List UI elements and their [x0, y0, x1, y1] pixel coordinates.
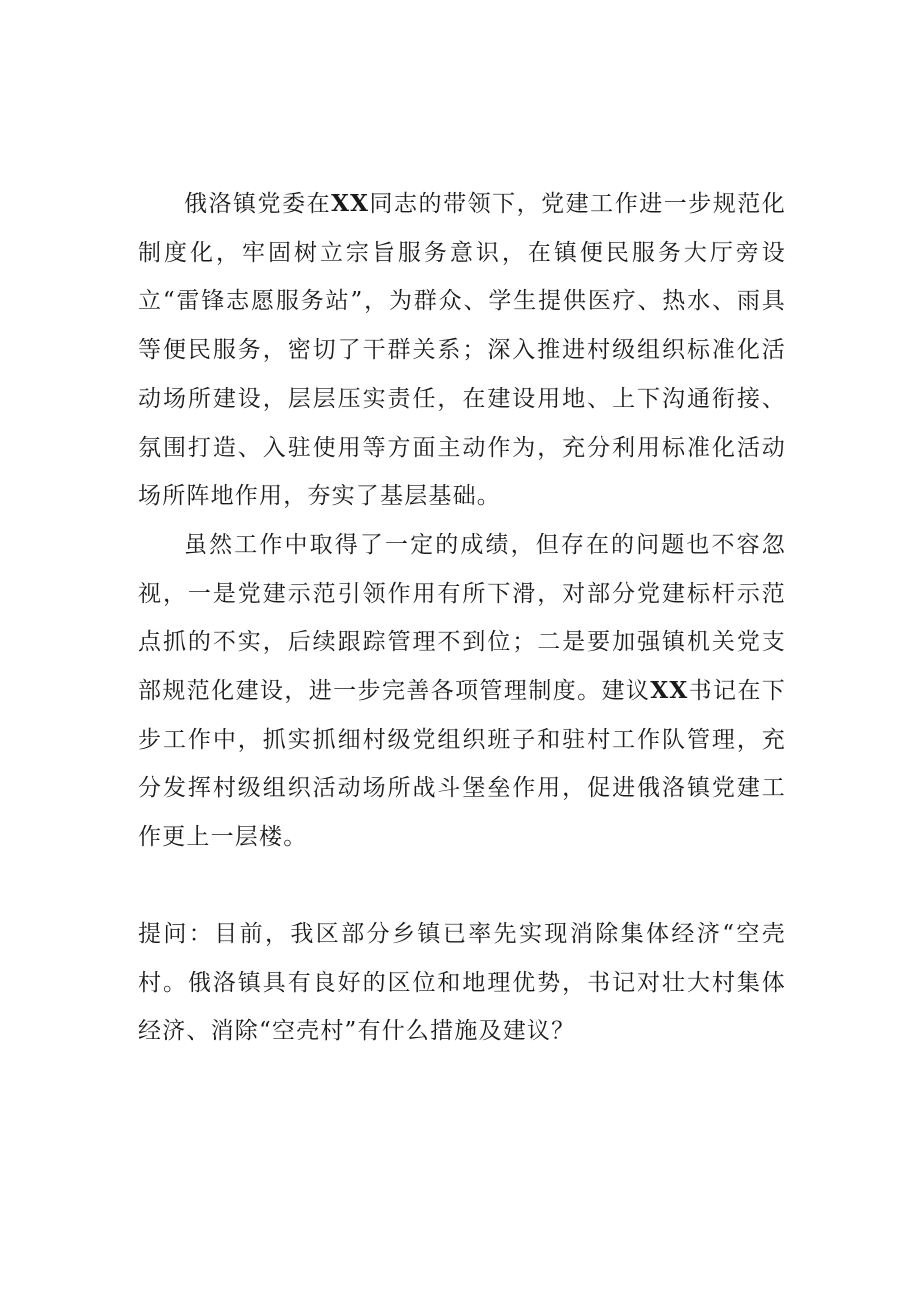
placeholder-name: XX — [331, 190, 370, 217]
document-body — [138, 180, 786, 1056]
paragraph-problems-and-suggestions — [138, 521, 786, 862]
paragraph-text: 俄洛镇党委在 — [184, 191, 332, 217]
paragraph-text: 书记在下步工作中，抓实抓细村级党组织班子和驻村工作队管理，充分发挥村级组织活动场所战斗堡垒作用，促进俄洛镇党建工作更上一层楼。 — [138, 678, 786, 851]
paragraph-text: 虽然工作中取得了一定的成绩，但存在的问题也不容忽视，一是党建示范引领作用有所下滑，对部分党建标杆示范点抓的不实，后续跟踪管理不到位；二是要加强镇机关党支部规范化建设，进一步完善各项管理制度。建议 — [138, 531, 786, 705]
paragraph-party-building-achievements — [138, 180, 786, 521]
placeholder-name: XX — [650, 677, 689, 705]
paragraph-text: 同志的带领下，党建工作进一步规范化制度化，牢固树立宗旨服务意识，在镇便民服务大厅旁设立“雷锋志愿服务站”，为群众、学生提供医疗、热水、雨具等便民服务，密切了干群关系；深入推进村级组织标准化活动场所建设，层层压实责任，在建设用地、上下沟通衔接、氛围打造、入驻使用等方面主动作为，充分利用标准化活动场所阵地作用，夯实了基层基础。 — [138, 191, 786, 510]
question-paragraph: 提问：目前，我区部分乡镇已率先实现消除集体经济“空壳村。俄洛镇具有良好的区位和地理优势，书记对壮大村集体经济、消除“空壳村”有什么措施及建议？ — [138, 920, 786, 1045]
